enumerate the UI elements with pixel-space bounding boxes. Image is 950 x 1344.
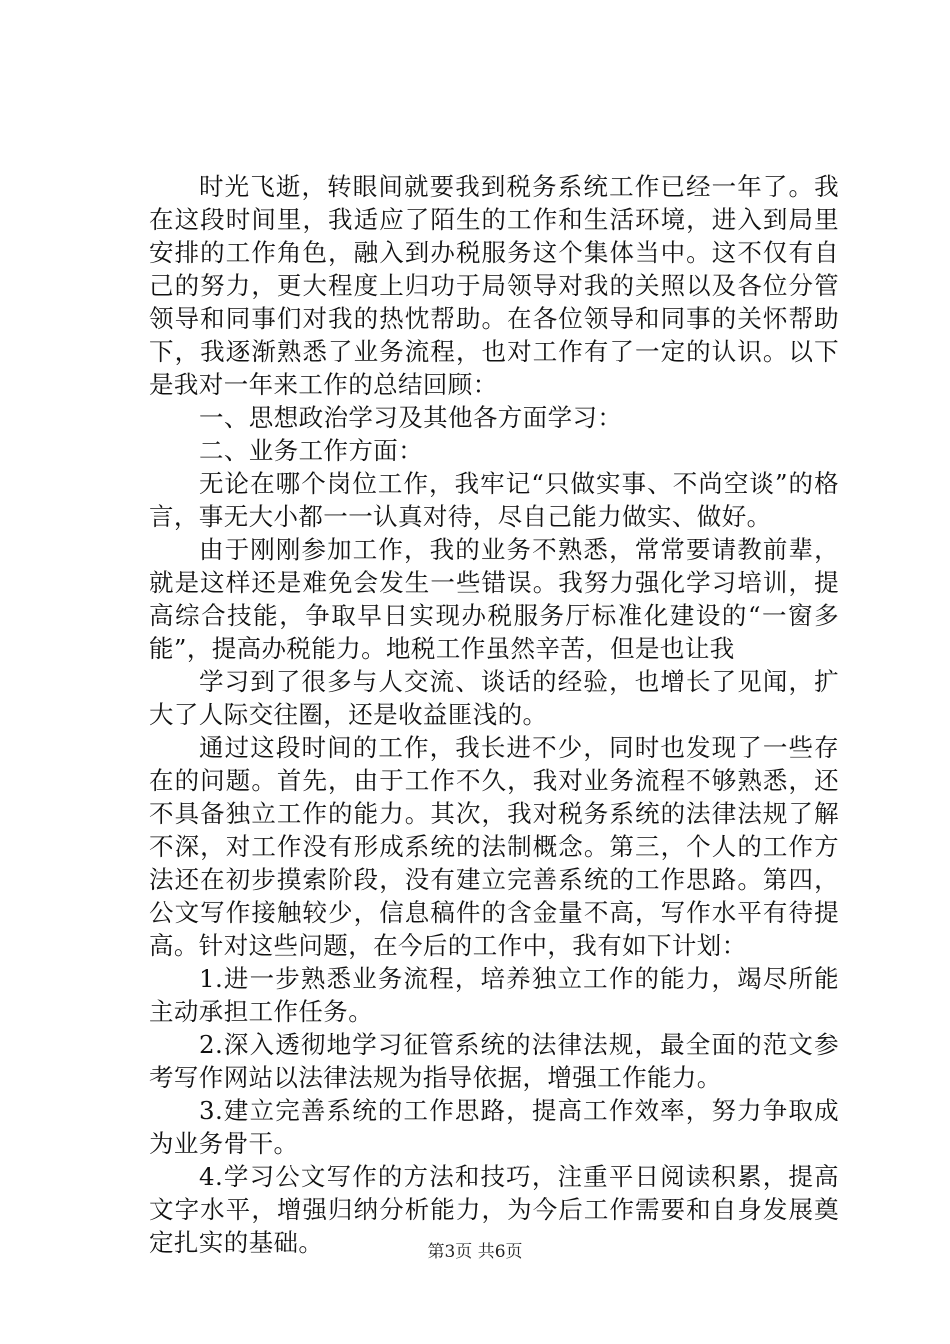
paragraph-motto: 无论在哪个岗位工作，我牢记“只做实事、不尚空谈”的格言，事无大小都一一认真对待，尽自己能力做实、做好。 [149, 469, 839, 531]
paragraph-experience: 学习到了很多与人交流、谈话的经验，也增长了见闻，扩大了人际交往圈，还是收益匪浅的。 [149, 667, 839, 729]
plan-item-2: 2.深入透彻地学习征管系统的法律法规，最全面的范文参考写作网站以法律法规为指导依据，增强工作能力。 [149, 1030, 839, 1092]
paragraph-learning: 由于刚刚参加工作，我的业务不熟悉，常常要请教前辈，就是这样还是难免会发生一些错误。我努力强化学习培训，提高综合技能，争取早日实现办税服务厅标准化建设的“一窗多能”，提高办税能力。地税工作虽然辛苦，但是也让我 [149, 535, 839, 663]
section-heading-work: 二、业务工作方面： [199, 436, 424, 465]
paragraph-problems: 通过这段时间的工作，我长进不少，同时也发现了一些存在的问题。首先，由于工作不久，我对业务流程不够熟悉，还不具备独立工作的能力。其次，我对税务系统的法律法规了解不深，对工作没有形成系统的法制概念。第三，个人的工作方法还在初步摸索阶段，没有建立完善系统的工作思路。第四，公文写作接触较少，信息稿件的含金量不高，写作水平有待提高。针对这些问题，在今后的工作中，我有如下计划： [149, 733, 839, 960]
page-number-footer: 第3页 共6页 [427, 1242, 523, 1262]
section-heading-study: 一、思想政治学习及其他各方面学习： [199, 403, 623, 432]
plan-item-3: 3.建立完善系统的工作思路，提高工作效率，努力争取成为业务骨干。 [149, 1096, 839, 1158]
document-body [149, 170, 839, 1259]
plan-item-1: 1.进一步熟悉业务流程，培养独立工作的能力，竭尽所能主动承担工作任务。 [149, 964, 839, 1026]
paragraph-intro: 时光飞逝，转眼间就要我到税务系统工作已经一年了。我在这段时间里，我适应了陌生的工作和生活环境，进入到局里安排的工作角色，融入到办税服务这个集体当中。这不仅有自己的努力，更大程度上归功于局领导对我的关照以及各位分管领导和同事们对我的热忱帮助。在各位领导和同事的关怀帮助下，我逐渐熟悉了业务流程，也对工作有了一定的认识。以下是我对一年来工作的总结回顾： [149, 172, 839, 399]
plan-item-4: 4.学习公文写作的方法和技巧，注重平日阅读积累，提高文字水平，增强归纳分析能力，为今后工作需要和自身发展奠定扎实的基础。 [149, 1162, 839, 1257]
